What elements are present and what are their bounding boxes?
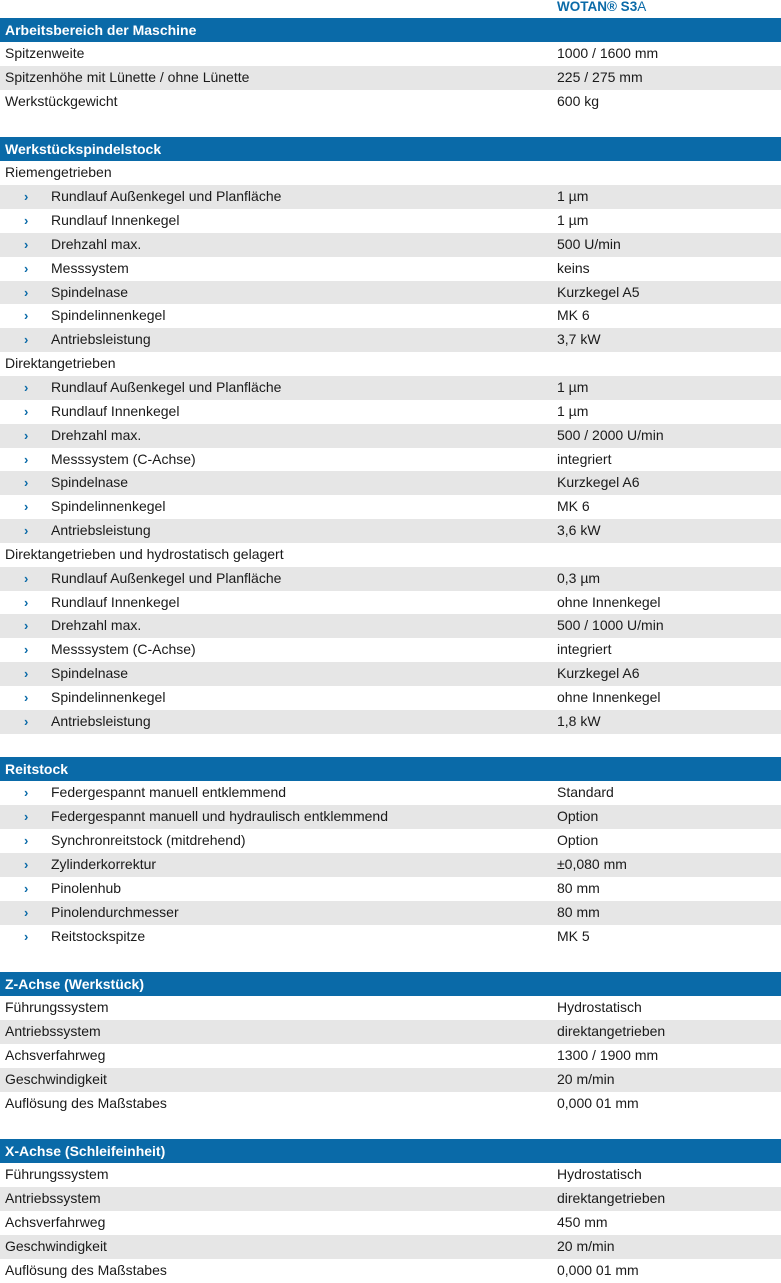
spec-label: Messsystem (C-Achse) xyxy=(51,450,196,467)
spec-row xyxy=(0,996,781,1020)
spec-value: ohne Innenkegel xyxy=(557,688,661,705)
spec-value: Kurzkegel A6 xyxy=(557,474,640,491)
spec-value: direktangetrieben xyxy=(557,1023,666,1040)
spec-row xyxy=(0,304,781,328)
spec-row xyxy=(0,567,781,591)
spec-value: 0,000 01 mm xyxy=(557,1261,639,1278)
spec-row xyxy=(0,686,781,710)
spec-label: Antriebssystem xyxy=(5,1190,101,1207)
spec-row xyxy=(0,1187,781,1211)
spec-label: Antriebsleistung xyxy=(51,522,151,539)
spec-label: Antriebsleistung xyxy=(51,712,151,729)
section-header: Werkstückspindelstock xyxy=(0,137,781,161)
spec-row xyxy=(0,400,781,424)
spec-value: 3,7 kW xyxy=(557,331,601,348)
spec-label: Rundlauf Innenkegel xyxy=(51,402,180,419)
group-row xyxy=(0,352,781,376)
chevron-right-icon: › xyxy=(24,499,29,515)
spec-label: Direktangetrieben xyxy=(5,355,116,372)
spec-value: integriert xyxy=(557,450,612,467)
spec-row xyxy=(0,877,781,901)
spec-row xyxy=(0,1235,781,1259)
spec-value: 0,3 µm xyxy=(557,569,601,586)
spec-value: Kurzkegel A6 xyxy=(557,665,640,682)
chevron-right-icon: › xyxy=(24,642,29,658)
spec-value: Standard xyxy=(557,784,614,801)
spec-label: Rundlauf Innenkegel xyxy=(51,212,180,229)
chevron-right-icon: › xyxy=(24,189,29,205)
spec-value: Hydrostatisch xyxy=(557,1166,642,1183)
spec-row xyxy=(0,1044,781,1068)
spec-row xyxy=(0,519,781,543)
spec-label: Spindelnase xyxy=(51,283,129,300)
section-spacer xyxy=(0,114,781,138)
spec-row xyxy=(0,495,781,519)
chevron-right-icon: › xyxy=(24,928,29,944)
spec-row xyxy=(0,66,781,90)
spec-row xyxy=(0,233,781,257)
spec-label: Federgespannt manuell und hydraulisch entklemmend xyxy=(51,808,388,825)
chevron-right-icon: › xyxy=(24,427,29,443)
spec-row xyxy=(0,376,781,400)
spec-label: Geschwindigkeit xyxy=(5,1070,107,1087)
chevron-right-icon: › xyxy=(24,594,29,610)
chevron-right-icon: › xyxy=(24,857,29,872)
spec-value: 1000 / 1600 mm xyxy=(557,45,659,61)
chevron-right-icon: › xyxy=(24,332,29,348)
model-main: WOTAN® S3 xyxy=(557,0,638,14)
spec-label: Spindelinnenkegel xyxy=(51,688,166,705)
spec-sheet xyxy=(0,18,781,1283)
spec-label: Spindelinnenkegel xyxy=(51,307,166,324)
spec-row xyxy=(0,638,781,662)
spec-label: Antriebssystem xyxy=(5,1023,101,1040)
spec-value: 80 mm xyxy=(557,879,600,896)
spec-label: Messsystem xyxy=(51,259,129,276)
section-spacer xyxy=(0,734,781,758)
spec-value: 500 / 1000 U/min xyxy=(557,617,664,634)
spec-label: Führungssystem xyxy=(5,999,109,1016)
group-row xyxy=(0,161,781,185)
spec-row xyxy=(0,591,781,615)
chevron-right-icon: › xyxy=(24,833,29,849)
chevron-right-icon: › xyxy=(24,403,29,419)
section-spacer xyxy=(0,948,781,972)
spec-value: 500 U/min xyxy=(557,235,621,252)
spec-value: 3,6 kW xyxy=(557,522,601,539)
section-spacer xyxy=(0,1115,781,1139)
spec-label: Reitstockspitze xyxy=(51,927,146,944)
section-header: Reitstock xyxy=(0,757,781,781)
chevron-right-icon: › xyxy=(24,260,29,276)
spec-row xyxy=(0,1259,781,1283)
spec-label: Federgespannt manuell entklemmend xyxy=(51,784,287,801)
group-row xyxy=(0,543,781,567)
spec-row xyxy=(0,829,781,853)
spec-label: Spindelnase xyxy=(51,665,129,682)
chevron-right-icon: › xyxy=(24,308,29,324)
section-header: Z-Achse (Werkstück) xyxy=(0,972,781,996)
spec-row xyxy=(0,209,781,233)
spec-value: 225 / 275 mm xyxy=(557,68,643,85)
spec-value: Kurzkegel A5 xyxy=(557,283,640,300)
spec-row xyxy=(0,925,781,949)
model-suffix: A xyxy=(637,0,647,14)
spec-value: 20 m/min xyxy=(557,1237,615,1254)
section-header: X-Achse (Schleifeinheit) xyxy=(0,1139,781,1163)
spec-row xyxy=(0,42,781,66)
spec-value: direktangetrieben xyxy=(557,1190,666,1207)
spec-row xyxy=(0,1163,781,1187)
spec-value: 450 mm xyxy=(557,1213,608,1230)
chevron-right-icon: › xyxy=(24,523,29,539)
chevron-right-icon: › xyxy=(24,379,29,395)
section-header: Arbeitsbereich der Maschine xyxy=(0,18,781,42)
spec-label: Werkstückgewicht xyxy=(5,92,118,109)
spec-value: MK 6 xyxy=(557,498,590,515)
spec-label: Führungssystem xyxy=(5,1166,109,1183)
chevron-right-icon: › xyxy=(24,236,29,252)
spec-row xyxy=(0,662,781,686)
spec-row xyxy=(0,614,781,638)
spec-label: Auflösung des Maßstabes xyxy=(5,1094,167,1111)
spec-label: Geschwindigkeit xyxy=(5,1237,107,1254)
spec-value: Hydrostatisch xyxy=(557,999,642,1016)
spec-value: 1 µm xyxy=(557,212,589,229)
spec-value: Option xyxy=(557,808,599,825)
spec-value: Option xyxy=(557,832,599,849)
spec-value: integriert xyxy=(557,641,612,658)
spec-value: ±0,080 mm xyxy=(557,856,627,872)
spec-value: 1 µm xyxy=(557,378,589,395)
spec-row xyxy=(0,710,781,734)
chevron-right-icon: › xyxy=(24,475,29,491)
spec-value: 1300 / 1900 mm xyxy=(557,1046,659,1063)
spec-label: Rundlauf Außenkegel und Planfläche xyxy=(51,378,282,395)
spec-label: Pinolenhub xyxy=(51,879,122,896)
spec-label: Pinolendurchmesser xyxy=(51,903,179,920)
spec-label: Drehzahl max. xyxy=(51,426,142,443)
spec-label: Spitzenweite xyxy=(5,45,85,61)
spec-value: 1 µm xyxy=(557,188,589,205)
spec-row xyxy=(0,90,781,114)
chevron-right-icon: › xyxy=(24,785,29,801)
spec-value: MK 6 xyxy=(557,307,590,324)
model-name xyxy=(557,0,646,18)
chevron-right-icon: › xyxy=(24,904,29,920)
spec-row xyxy=(0,185,781,209)
spec-row xyxy=(0,1068,781,1092)
spec-label: Spindelinnenkegel xyxy=(51,498,166,515)
spec-label: Drehzahl max. xyxy=(51,617,142,634)
spec-value: keins xyxy=(557,259,590,276)
spec-label: Achsverfahrweg xyxy=(5,1213,106,1230)
spec-label: Riemengetrieben xyxy=(5,164,112,181)
spec-label: Rundlauf Innenkegel xyxy=(51,593,180,610)
chevron-right-icon: › xyxy=(24,284,29,300)
spec-row xyxy=(0,1020,781,1044)
spec-row xyxy=(0,448,781,472)
spec-label: Rundlauf Außenkegel und Planfläche xyxy=(51,569,282,586)
spec-label: Rundlauf Außenkegel und Planfläche xyxy=(51,188,282,205)
spec-value: 500 / 2000 U/min xyxy=(557,426,664,443)
spec-value: MK 5 xyxy=(557,927,590,944)
spec-label: Spitzenhöhe mit Lünette / ohne Lünette xyxy=(5,68,250,85)
spec-label: Auflösung des Maßstabes xyxy=(5,1261,167,1278)
spec-label: Spindelnase xyxy=(51,474,129,491)
spec-value: ohne Innenkegel xyxy=(557,593,661,610)
chevron-right-icon: › xyxy=(24,451,29,467)
chevron-right-icon: › xyxy=(24,666,29,682)
spec-row xyxy=(0,901,781,925)
spec-row xyxy=(0,1092,781,1116)
chevron-right-icon: › xyxy=(24,809,29,825)
spec-value: 600 kg xyxy=(557,92,600,109)
spec-row xyxy=(0,805,781,829)
spec-row xyxy=(0,781,781,805)
spec-label: Synchronreitstock (mitdrehend) xyxy=(51,832,246,849)
spec-row xyxy=(0,257,781,281)
spec-label: Zylinderkorrektur xyxy=(51,856,157,872)
chevron-right-icon: › xyxy=(24,689,29,705)
chevron-right-icon: › xyxy=(24,618,29,634)
chevron-right-icon: › xyxy=(24,880,29,896)
spec-value: 1 µm xyxy=(557,402,589,419)
spec-value: 80 mm xyxy=(557,903,600,920)
chevron-right-icon: › xyxy=(24,570,29,586)
spec-label: Direktangetrieben und hydrostatisch gelagert xyxy=(5,545,284,562)
spec-row xyxy=(0,328,781,352)
spec-row xyxy=(0,471,781,495)
spec-row xyxy=(0,1211,781,1235)
spec-label: Messsystem (C-Achse) xyxy=(51,641,196,658)
spec-value: 0,000 01 mm xyxy=(557,1094,639,1111)
spec-label: Antriebsleistung xyxy=(51,331,151,348)
chevron-right-icon: › xyxy=(24,213,29,229)
spec-row xyxy=(0,424,781,448)
chevron-right-icon: › xyxy=(24,713,29,729)
spec-row xyxy=(0,281,781,305)
spec-row xyxy=(0,853,781,877)
spec-value: 20 m/min xyxy=(557,1070,615,1087)
spec-label: Drehzahl max. xyxy=(51,235,142,252)
spec-label: Achsverfahrweg xyxy=(5,1046,106,1063)
spec-value: 1,8 kW xyxy=(557,712,601,729)
